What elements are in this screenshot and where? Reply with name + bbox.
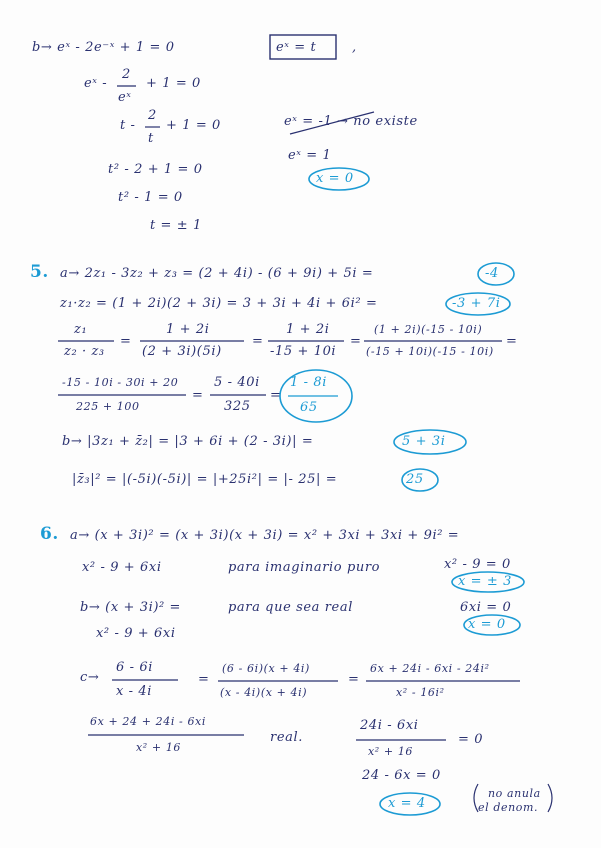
answer-circle bbox=[464, 615, 520, 635]
b-line-2-den: eˣ bbox=[118, 90, 132, 105]
s6-c-frac3-den: x² - 16i² bbox=[396, 686, 445, 699]
s6-b-answer: x = 0 bbox=[468, 617, 506, 632]
s5-frac3-num: 1 + 2i bbox=[286, 322, 330, 337]
note-paren-right bbox=[548, 784, 552, 812]
s6-a-line-1: a→ (x + 3i)² = (x + 3i)(x + 3i) = x² + 3xi + 3xi + 9i² = bbox=[70, 528, 460, 543]
s6-b-line-2: x² - 9 + 6xi bbox=[96, 626, 176, 641]
b-line-2-num: 2 bbox=[122, 67, 131, 82]
b-line-5: t² - 1 = 0 bbox=[118, 190, 183, 205]
s5-c-line: |z̄₃|² = |(-5i)(-5i)| = |+25i²| = |- 25| = bbox=[72, 472, 338, 487]
boxed-substitution: eˣ = t bbox=[276, 40, 317, 55]
s6-c-note-1: no anula bbox=[488, 787, 541, 800]
s5-frac1-num: z₁ bbox=[74, 322, 88, 337]
answer-circle bbox=[309, 168, 369, 190]
s6-c-eq-1: = bbox=[198, 672, 210, 687]
s5-frac3-den: -15 + 10i bbox=[270, 344, 337, 359]
s6-c-note-2: el denom. bbox=[478, 801, 539, 814]
s5-a-line: a→ 2z₁ - 3z₂ + z₃ = (2 + 4i) - (6 + 9i) + 5i = bbox=[60, 266, 374, 281]
note-paren-left bbox=[474, 784, 478, 812]
s5-eq-5: = bbox=[192, 388, 204, 403]
s5-b-answer: 5 + 3i bbox=[402, 434, 446, 449]
s5-eq-3: = bbox=[350, 334, 362, 349]
b-line-2b: + 1 = 0 bbox=[146, 76, 201, 91]
s5-frac1-den: z₂ · z₃ bbox=[64, 344, 105, 359]
s5-m-line: z₁·z₂ = (1 + 2i)(2 + 3i) = 3 + 3i + 4i + 6i² = bbox=[60, 296, 378, 311]
b-line-1: b→ eˣ - 2e⁻ˣ + 1 = 0 bbox=[32, 40, 175, 55]
s5-frac4-den: (-15 + 10i)(-15 - 10i) bbox=[366, 345, 494, 358]
b-line-3a: t - bbox=[120, 118, 136, 133]
s6-a-eq: x² - 9 = 0 bbox=[444, 557, 511, 572]
s6-c-frac4-den: x² + 16 bbox=[368, 745, 414, 758]
s6-c-frac1-num: 6 - 6i bbox=[116, 660, 153, 675]
b-line-3b: + 1 = 0 bbox=[166, 118, 221, 133]
s5-g1-num: -15 - 10i - 30i + 20 bbox=[62, 376, 179, 389]
s5-b-line: b→ |3z₁ + z̄₂| = |3 + 6i + (2 - 3i)| = bbox=[62, 434, 314, 449]
s6-c-label: c→ bbox=[80, 670, 100, 685]
s6-a-note: para imaginario puro bbox=[228, 560, 381, 575]
s6-c-frac2-den: (x - 4i)(x + 4i) bbox=[220, 686, 308, 699]
s5-c-answer: 25 bbox=[406, 472, 424, 487]
b-line-6: t = ± 1 bbox=[150, 218, 202, 233]
s6-c-eq-2: = bbox=[348, 672, 360, 687]
s5-frac2-den: (2 + 3i)(5i) bbox=[142, 344, 222, 359]
s5-frac4-num: (1 + 2i)(-15 - 10i) bbox=[374, 323, 483, 336]
s6-b-note: para que sea real bbox=[228, 600, 353, 615]
s5-eq-6: = bbox=[270, 388, 282, 403]
b-right-1: eˣ = -1 → no existe bbox=[284, 114, 418, 129]
s5-eq-4: = bbox=[506, 334, 518, 349]
s5-m-answer: -3 + 7i bbox=[452, 296, 501, 311]
section-6-number: 6. bbox=[40, 524, 59, 544]
s6-c-line-3: 24 - 6x = 0 bbox=[362, 768, 441, 783]
s6-c-frac4-eq: = 0 bbox=[458, 732, 484, 747]
b-line-2a: eˣ - bbox=[84, 76, 108, 91]
s6-a-answer: x = ± 3 bbox=[458, 574, 512, 589]
comma-mark: , bbox=[352, 40, 357, 55]
s6-c-frac3-num: 6x + 24i - 6xi - 24i² bbox=[370, 662, 490, 675]
s6-b-line-1: b→ (x + 3i)² = bbox=[80, 600, 182, 615]
s6-c-frac4-num: 24i - 6xi bbox=[360, 718, 419, 733]
s6-c2-num: 6x + 24 + 24i - 6xi bbox=[90, 715, 206, 728]
s6-c-real: real. bbox=[270, 730, 303, 745]
answer-circle bbox=[380, 793, 440, 815]
s5-g3-den: 65 bbox=[300, 400, 318, 415]
answer-circle bbox=[478, 263, 514, 285]
answer-circle bbox=[402, 469, 438, 491]
b-line-3-den: t bbox=[148, 131, 154, 146]
s5-eq-1: = bbox=[120, 334, 132, 349]
answer-circle bbox=[446, 293, 510, 315]
s5-g3-num: 1 - 8i bbox=[290, 375, 327, 390]
s6-c-frac1-den: x - 4i bbox=[116, 684, 153, 699]
substitution-box bbox=[270, 35, 336, 59]
b-line-4: t² - 2 + 1 = 0 bbox=[108, 162, 203, 177]
b-right-2: eˣ = 1 bbox=[288, 148, 332, 163]
s5-g2-den: 325 bbox=[224, 399, 251, 414]
s5-g2-num: 5 - 40i bbox=[214, 375, 260, 390]
s6-c-answer: x = 4 bbox=[388, 796, 426, 811]
section-5-number: 5. bbox=[30, 262, 49, 282]
answer-circle bbox=[452, 572, 524, 592]
answer-circle bbox=[394, 430, 466, 454]
s5-g1-den: 225 + 100 bbox=[76, 400, 140, 413]
s6-a-line-2: x² - 9 + 6xi bbox=[82, 560, 162, 575]
s5-a-answer: -4 bbox=[485, 266, 499, 281]
s5-eq-2: = bbox=[252, 334, 264, 349]
b-line-3-num: 2 bbox=[148, 108, 157, 123]
s6-b-eq: 6xi = 0 bbox=[460, 600, 512, 615]
strike-line bbox=[290, 112, 374, 134]
s6-c-frac2-num: (6 - 6i)(x + 4i) bbox=[222, 662, 310, 675]
b-answer: x = 0 bbox=[316, 171, 354, 186]
s5-frac2-num: 1 + 2i bbox=[166, 322, 210, 337]
s6-c2-den: x² + 16 bbox=[136, 741, 182, 754]
